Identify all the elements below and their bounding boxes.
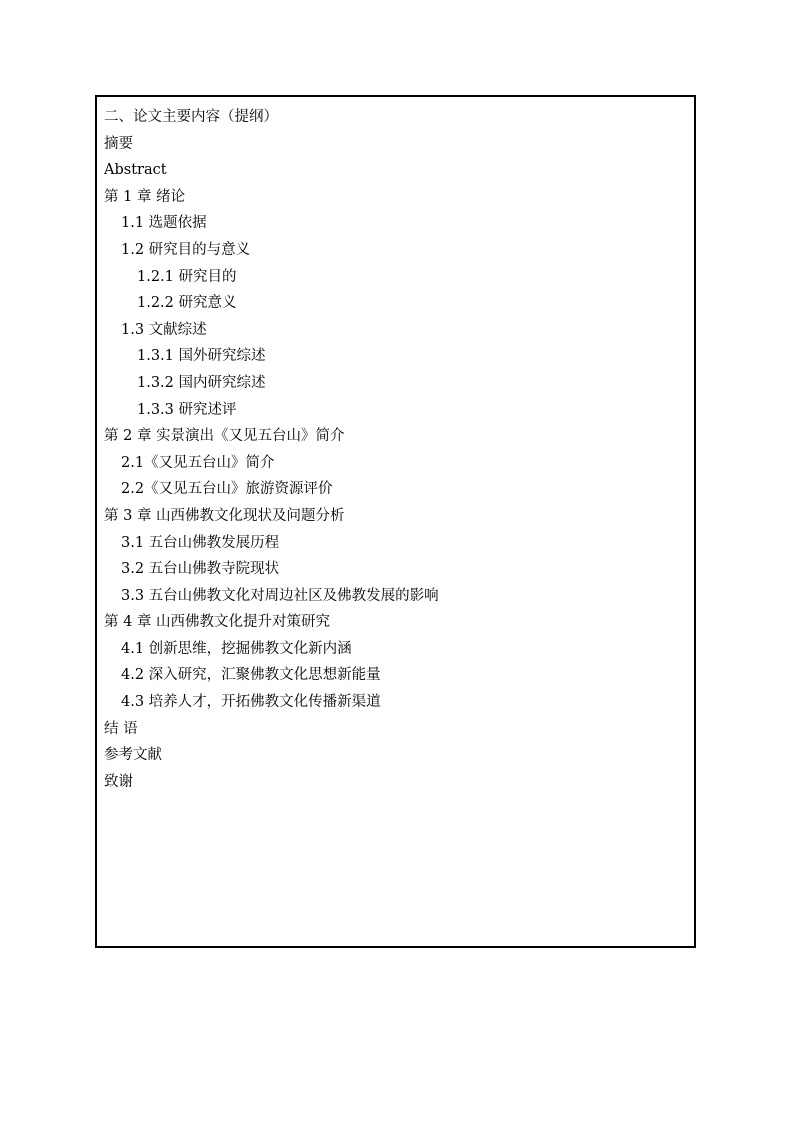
outline-item-chapter-4: 第 4 章 山西佛教文化提升对策研究 <box>104 614 331 631</box>
outline-item-1-3: 1.3 文献综述 <box>121 321 207 338</box>
outline-item-3-1: 3.1 五台山佛教发展历程 <box>121 534 280 551</box>
outline-item-1-2-2: 1.2.2 研究意义 <box>137 295 237 312</box>
outline-item-4-2: 4.2 深入研究，汇聚佛教文化思想新能量 <box>121 667 381 684</box>
outline-box <box>95 95 696 948</box>
outline-item-2-2: 2.2《又见五台山》旅游资源评价 <box>121 481 333 498</box>
outline-item-4-1: 4.1 创新思维，挖掘佛教文化新内涵 <box>121 640 352 657</box>
outline-item-references: 参考文献 <box>104 747 162 764</box>
outline-item-1-3-3: 1.3.3 研究述评 <box>137 401 237 418</box>
outline-list <box>104 104 690 795</box>
outline-item-abstract-cn: 摘要 <box>104 135 133 152</box>
outline-item-abstract-en: Abstract <box>104 162 167 179</box>
outline-item-2-1: 2.1《又见五台山》简介 <box>121 454 275 471</box>
outline-item-1-3-1: 1.3.1 国外研究综述 <box>137 348 266 365</box>
outline-item-chapter-2: 第 2 章 实景演出《又见五台山》简介 <box>104 428 345 445</box>
outline-item-1-2-1: 1.2.1 研究目的 <box>137 268 237 285</box>
outline-item-3-2: 3.2 五台山佛教寺院现状 <box>121 561 280 578</box>
outline-item-1-2: 1.2 研究目的与意义 <box>121 241 251 258</box>
outline-heading: 二、论文主要内容（提纲） <box>104 109 278 125</box>
outline-item-conclusion: 结 语 <box>104 720 138 737</box>
outline-item-chapter-1: 第 1 章 绪论 <box>104 188 186 205</box>
outline-item-4-3: 4.3 培养人才，开拓佛教文化传播新渠道 <box>121 694 381 711</box>
outline-item-acknowledgements: 致谢 <box>104 773 133 790</box>
outline-item-1-3-2: 1.3.2 国内研究综述 <box>137 374 266 391</box>
outline-item-1-1: 1.1 选题依据 <box>121 215 207 232</box>
outline-item-chapter-3: 第 3 章 山西佛教文化现状及问题分析 <box>104 507 345 524</box>
outline-item-3-3: 3.3 五台山佛教文化对周边社区及佛教发展的影响 <box>121 587 439 604</box>
